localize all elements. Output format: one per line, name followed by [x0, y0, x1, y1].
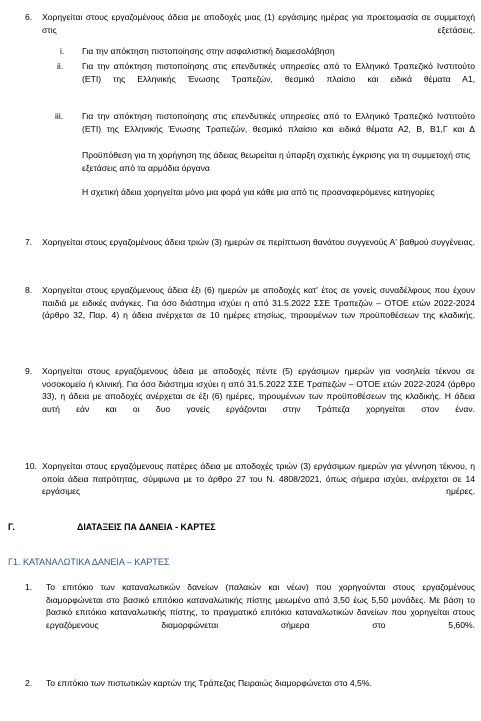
- paragraph: Η σχετική άδεια χορηγείται μόνο μια φορά για κάθε μια από τις προαναφερόμενες κατηγορίες: [82, 187, 435, 197]
- section-letter: Γ.: [8, 522, 15, 532]
- list-number: i.: [60, 46, 65, 56]
- list-item-text: Χορηγείται στους εργαζόμενους πατέρες άδεια με αποδοχές τριών (3) εργάσιμων ημερών για γέννηση τέκνου, η οποία άδεια πατρότητας, σύμφωνα με το άρθρο 27 του Ν. 4808/2021, όπως σήμερα ισχύει, ανέρχεται σε 14 εργάσιμες ημέρες.: [42, 461, 475, 497]
- subsection-title: Γ1. ΚΑΤΑΝΑΛΩΤΙΚΑ ΔΑΝΕΙΑ – ΚΑΡΤΕΣ: [8, 557, 170, 567]
- list-item-text: Χορηγείται στους εργαζόμενους άδεια με αποδοχές πέντε (5) εργάσιμων ημερών για νοσηλεία τέκνου σε νοσοκομείο ή κλινική. Για όσο διάστημα ισχύει η από 31.5.2022 ΣΣΕ Τραπεζών – ΟΤΟΕ ετών 2022-2024 (άρθρο 33), η άδεια με αποδοχές ανέρχεται σε έξι (6) ημέρες, τηρουμένων των προϋποθέσεων της κλαδικής. Η άδεια αυτή εάν και οι δυο γονείς εργάζονται στην Τράπεζα χορηγείται στον έναν.: [42, 366, 475, 414]
- list-item-text: Χορηγείται στους εργαζομένους άδεια με αποδοχές μιας (1) εργάσιμης ημέρας για προετοιμασία σε συμμετοχή στις εξετάσεις.: [42, 12, 475, 35]
- list-number: 8.: [25, 285, 33, 295]
- list-item-text: Χορηγείται στους εργαζομένους άδεια τριών (3) ημερών σε περίπτωση θανάτου συγγενούς Α' βαθμού συγγένειας.: [42, 237, 475, 247]
- list-number: 10.: [25, 461, 37, 471]
- list-item-text: Το επιτόκιο των πιστωτικών καρτών της Τράπεζας Πειραιώς διαμορφώνεται στο 4,5%.: [46, 678, 372, 688]
- list-number: iii.: [55, 111, 64, 121]
- list-item-text: Για την απόκτηση πιστοποίησης στις επενδυτικές υπηρεσίες από το Ελληνικό Τραπεζικό Ινστιτούτο (ΕΤΙ) της Ελληνικής Ένωσης Τραπεζών, θεσμικό πλαίσιο και ειδικά θέματα Α1,: [82, 61, 475, 84]
- list-number: 9.: [25, 366, 33, 376]
- list-item-text: Το επιτόκιο των καταναλωτικών δανείων (παλαιών και νέων) που χορηγούνται στους εργαζομένους διαμορφώνεται στο βασικό επιτόκιο καταναλωτικής πίστης μειωμένο από 3,50 έως 5,50 μονάδες. Με βάση το βασικό επιτόκιο καταναλωτικής πίστης, το πραγματικό επιτόκιο καταναλωτικών δανείων που χορηγείται στους εργαζόμενους διαμορφώνεται σήμερα στο 5,60%.: [46, 582, 475, 630]
- list-item-text: Για την απόκτηση πιστοποίησης στις επενδυτικές υπηρεσίες από το Ελληνικό Τραπεζικό Ινστιτούτο (ΕΤΙ) της Ελληνικής Ένωσης Τραπεζών, θεσμικό πλαίσιο και ειδικά θέματα Α2, Β, Β1,Γ και Δ: [82, 111, 475, 134]
- list-number: 7.: [25, 237, 33, 247]
- list-number: 6.: [25, 12, 33, 22]
- section-title: ΔΙΑΤΑΞΕΙΣ ΠΑ ΔΑΝΕΙΑ - ΚΑΡΤΕΣ: [77, 522, 216, 532]
- list-item-text: Για την απόκτηση πιστοποίησης στην ασφαλιστική διαμεσολάβηση: [82, 46, 335, 56]
- list-number: 1.: [25, 582, 33, 592]
- list-item-text: Χορηγείται στους εργαζόμενους άδεια έξι (6) ημερών με αποδοχές κατ' έτος σε γονείς συναδέλφους που έχουν παιδιά με ειδικές ανάγκες. Για όσο διάστημα ισχύει η από 31.5.2022 ΣΣΕ Τραπεζών – ΟΤΟΕ ετών 2022-2024 (άρθρο 32, Παρ. 4) η άδεια ανέρχεται σε 10 ημέρες ετησίως, τηρουμένων των προϋποθέσεων της κλαδικής.: [42, 285, 475, 321]
- paragraph: Προϋπόθεση για τη χορήγηση της άδειας θεωρείται η ύπαρξη σχετικής έγκρισης για τη συμμετοχή στις εξετάσεις από τα αρμόδια όργανα: [82, 150, 470, 173]
- list-number: 2.: [25, 678, 33, 688]
- list-number: ii.: [57, 61, 64, 71]
